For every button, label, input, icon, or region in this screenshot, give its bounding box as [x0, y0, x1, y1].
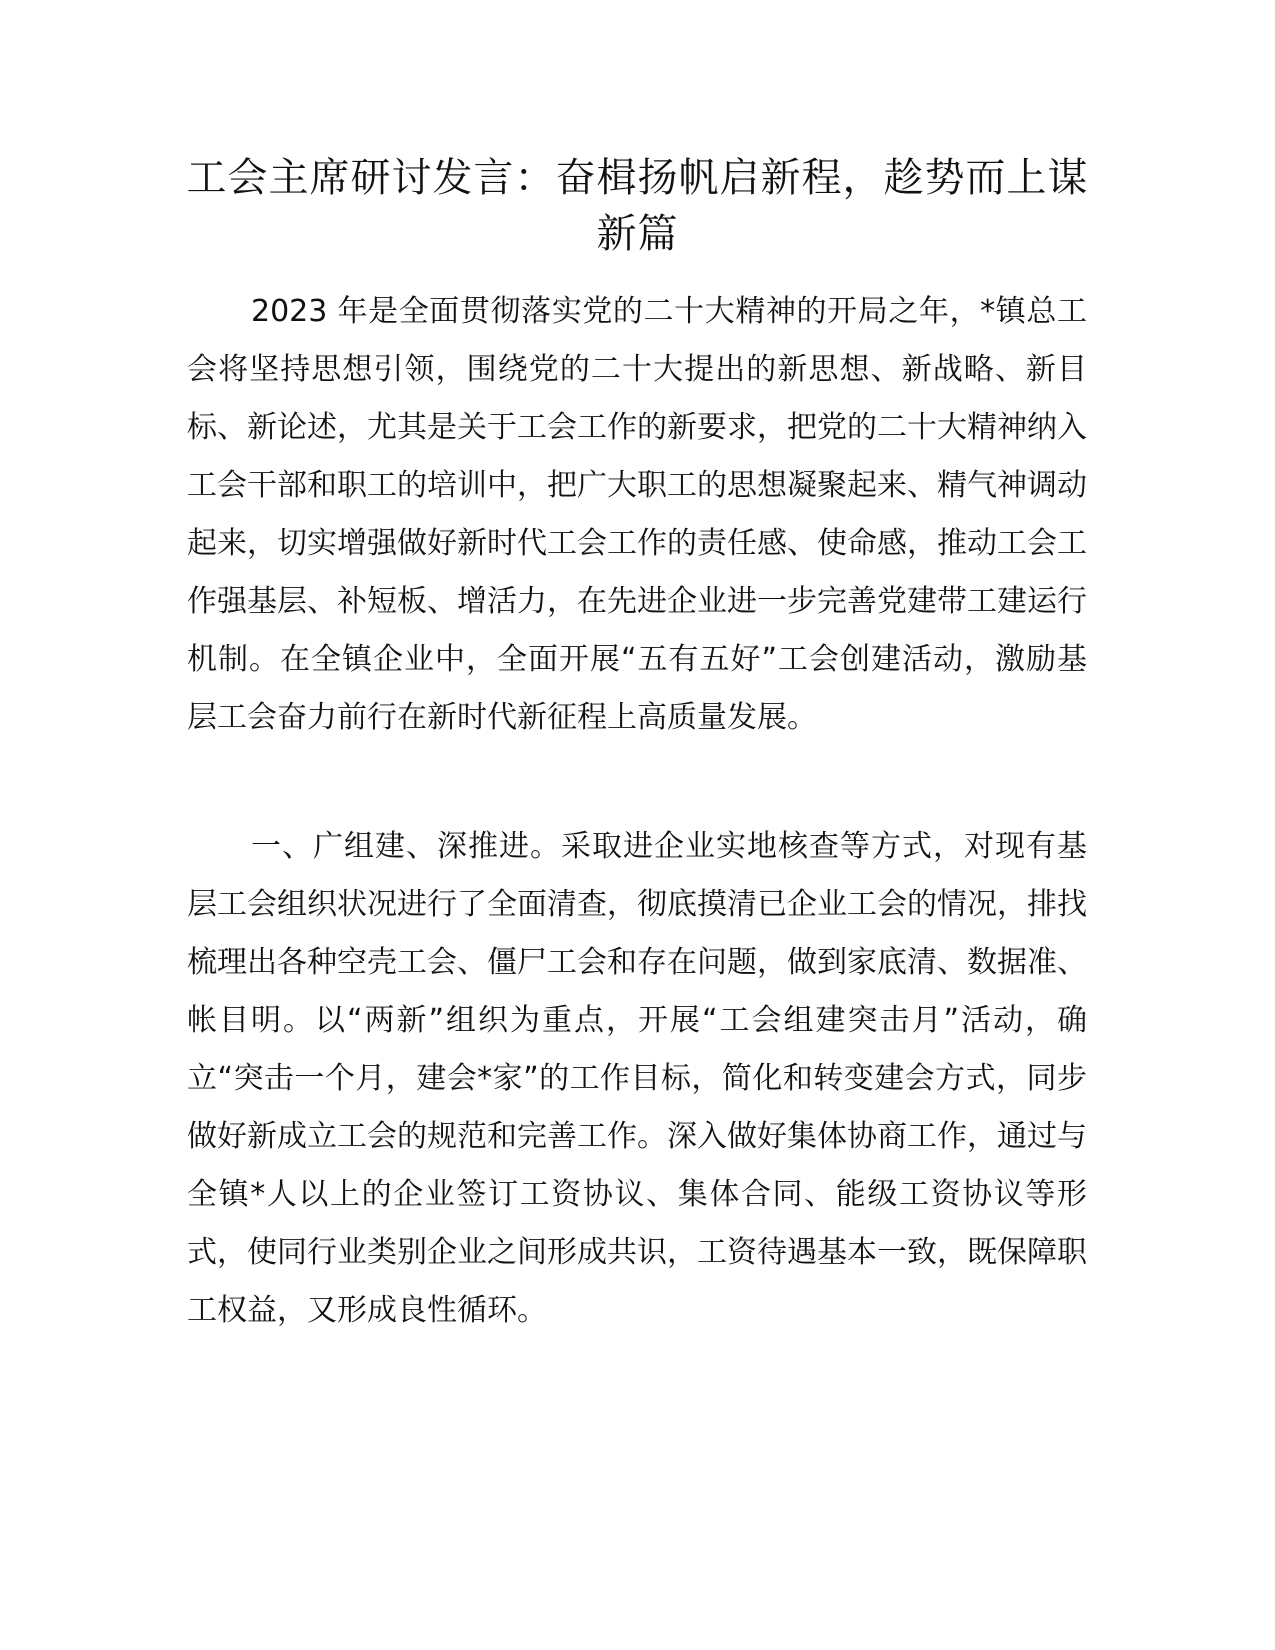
paragraph-intro: 2023 年是全面贯彻落实党的二十大精神的开局之年，*镇总工会将坚持思想引领，围绕党的二十大提出的新思想、新战略、新目标、新论述，尤其是关于工会工作的新要求，把党的二十大精神纳入工会干部和职工的培训中，把广大职工的思想凝聚起来、精气神调动起来，切实增强做好新时代工会工作的责任感、使命感，推动工会工作强基层、补短板、增活力，在先进企业进一步完善党建带工建运行机制。在全镇企业中，全面开展“五有五好”工会创建活动，激励基层工会奋力前行在新时代新征程上高质量发展。	[187, 294, 1087, 735]
paragraph-section-one: 一、广组建、深推进。采取进企业实地核查等方式，对现有基层工会组织状况进行了全面清查，彻底摸清已企业工会的情况，排找梳理出各种空壳工会、僵尸工会和存在问题，做到家底清、数据准、帐目明。以“两新”组织为重点，开展“工会组建突击月”活动，确立“突击一个月，建会*家”的工作目标，简化和转变建会方式，同步做好新成立工会的规范和完善工作。深入做好集体协商工作，通过与全镇*人以上的企业签订工资协议、集体合同、能级工资协议等形式，使同行业类别企业之间形成共识，工资待遇基本一致，既保障职工权益，又形成良性循环。	[187, 829, 1087, 1328]
document-title: 工会主席研讨发言：奋楫扬帆启新程，趁势而上谋新篇	[186, 155, 1089, 257]
